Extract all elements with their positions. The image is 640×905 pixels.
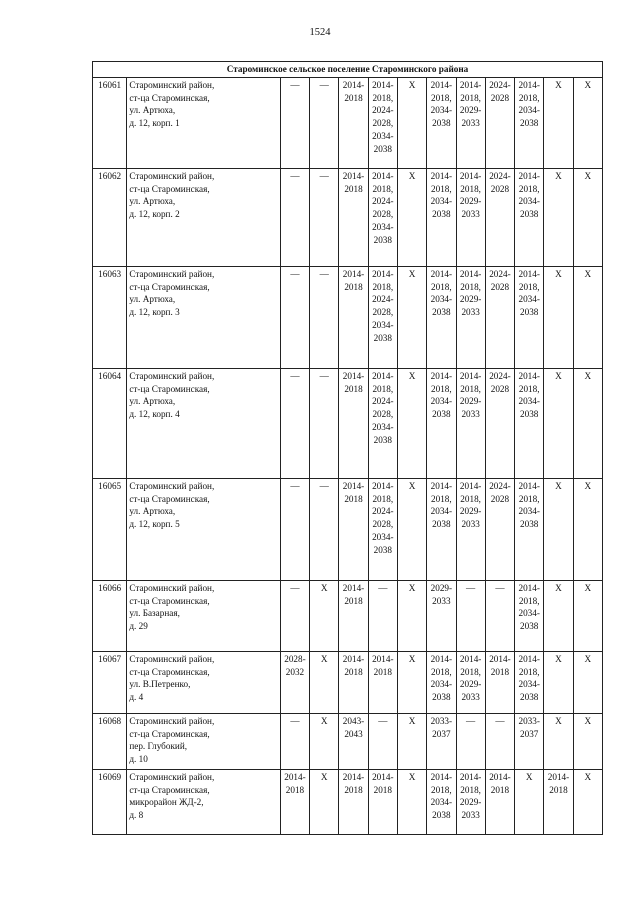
row-number: 16062: [93, 168, 127, 266]
period-cell: 2014- 2018: [485, 651, 514, 713]
address-cell: Староминский район, ст-ца Староминская, ул. В.Петренко, д. 4: [127, 651, 280, 713]
period-cell: —: [310, 266, 339, 368]
period-cell: —: [485, 713, 514, 769]
period-cell: 2014- 2018: [339, 266, 368, 368]
period-cell: 2014- 2018: [339, 368, 368, 478]
period-cell: Х: [515, 769, 544, 834]
period-cell: —: [310, 77, 339, 168]
period-cell: 2014- 2018, 2029- 2033: [456, 651, 485, 713]
address-cell: Староминский район, ст-ца Староминская, ул. Артюха, д. 12, корп. 5: [127, 478, 280, 580]
period-cell: —: [280, 77, 309, 168]
period-cell: 2043- 2043: [339, 713, 368, 769]
table-row: [93, 713, 603, 769]
period-cell: —: [456, 580, 485, 651]
address-cell: Староминский район, ст-ца Староминская, ул. Артюха, д. 12, корп. 1: [127, 77, 280, 168]
period-cell: —: [280, 266, 309, 368]
period-cell: 2014- 2018, 2034- 2038: [515, 266, 544, 368]
table-row: [93, 266, 603, 368]
period-cell: 2014- 2018: [339, 769, 368, 834]
period-cell: Х: [397, 651, 426, 713]
row-number: 16063: [93, 266, 127, 368]
period-cell: —: [280, 168, 309, 266]
period-cell: 2014- 2018: [485, 769, 514, 834]
period-cell: 2024- 2028: [485, 77, 514, 168]
period-cell: Х: [397, 368, 426, 478]
period-cell: Х: [573, 77, 602, 168]
period-cell: —: [280, 713, 309, 769]
period-cell: 2014- 2018: [280, 769, 309, 834]
period-cell: —: [280, 368, 309, 478]
period-cell: —: [456, 713, 485, 769]
row-number: 16064: [93, 368, 127, 478]
period-cell: Х: [573, 168, 602, 266]
period-cell: 2014- 2018, 2034- 2038: [427, 168, 456, 266]
period-cell: 2014- 2018, 2034- 2038: [515, 368, 544, 478]
table-row: [93, 769, 603, 834]
period-cell: 2024- 2028: [485, 168, 514, 266]
address-cell: Староминский район, ст-ца Староминская, пер. Глубокий, д. 10: [127, 713, 280, 769]
period-cell: Х: [573, 478, 602, 580]
period-cell: —: [310, 368, 339, 478]
period-cell: 2014- 2018, 2024- 2028, 2034- 2038: [368, 77, 397, 168]
table-row: [93, 77, 603, 168]
period-cell: Х: [397, 769, 426, 834]
period-cell: 2014- 2018: [339, 168, 368, 266]
period-cell: 2014- 2018, 2034- 2038: [515, 77, 544, 168]
period-cell: 2024- 2028: [485, 368, 514, 478]
period-cell: 2014- 2018, 2034- 2038: [427, 769, 456, 834]
period-cell: —: [280, 580, 309, 651]
period-cell: Х: [397, 713, 426, 769]
period-cell: 2014- 2018, 2024- 2028, 2034- 2038: [368, 368, 397, 478]
period-cell: 2014- 2018: [368, 651, 397, 713]
period-cell: 2014- 2018, 2034- 2038: [515, 478, 544, 580]
period-cell: Х: [544, 77, 573, 168]
address-cell: Староминский район, ст-ца Староминская, ул. Артюха, д. 12, корп. 3: [127, 266, 280, 368]
period-cell: —: [368, 713, 397, 769]
period-cell: 2014- 2018, 2034- 2038: [427, 77, 456, 168]
period-cell: 2014- 2018, 2029- 2033: [456, 168, 485, 266]
section-title: Староминское сельское поселение Староминского района: [93, 62, 603, 78]
period-cell: 2014- 2018, 2029- 2033: [456, 266, 485, 368]
table-row: [93, 580, 603, 651]
period-cell: Х: [573, 580, 602, 651]
period-cell: 2014- 2018, 2029- 2033: [456, 478, 485, 580]
page-number: 1524: [309, 27, 331, 38]
address-cell: Староминский район, ст-ца Староминская, микрорайон ЖД-2, д. 8: [127, 769, 280, 834]
period-cell: 2014- 2018, 2024- 2028, 2034- 2038: [368, 168, 397, 266]
address-cell: Староминский район, ст-ца Староминская, ул. Артюха, д. 12, корп. 4: [127, 368, 280, 478]
period-cell: 2014- 2018: [339, 77, 368, 168]
period-cell: Х: [310, 713, 339, 769]
period-cell: Х: [573, 713, 602, 769]
period-cell: 2014- 2018, 2034- 2038: [427, 651, 456, 713]
period-cell: 2014- 2018, 2029- 2033: [456, 368, 485, 478]
period-cell: —: [280, 478, 309, 580]
table-row: [93, 478, 603, 580]
period-cell: 2024- 2028: [485, 478, 514, 580]
period-cell: —: [485, 580, 514, 651]
period-cell: 2014- 2018: [339, 478, 368, 580]
row-number: 16067: [93, 651, 127, 713]
register-table: [92, 61, 603, 835]
period-cell: Х: [573, 266, 602, 368]
period-cell: Х: [397, 580, 426, 651]
period-cell: 2014- 2018, 2029- 2033: [456, 77, 485, 168]
period-cell: 2014- 2018: [368, 769, 397, 834]
period-cell: Х: [544, 368, 573, 478]
section-header-row: [93, 62, 603, 78]
period-cell: 2014- 2018: [339, 651, 368, 713]
period-cell: —: [310, 168, 339, 266]
table-row: [93, 368, 603, 478]
period-cell: 2014- 2018, 2024- 2028, 2034- 2038: [368, 478, 397, 580]
row-number: 16066: [93, 580, 127, 651]
period-cell: Х: [397, 77, 426, 168]
address-cell: Староминский район, ст-ца Староминская, ул. Артюха, д. 12, корп. 2: [127, 168, 280, 266]
period-cell: 2014- 2018, 2034- 2038: [427, 478, 456, 580]
period-cell: Х: [544, 478, 573, 580]
row-number: 16065: [93, 478, 127, 580]
period-cell: Х: [397, 478, 426, 580]
period-cell: 2029- 2033: [427, 580, 456, 651]
period-cell: 2014- 2018, 2034- 2038: [427, 266, 456, 368]
period-cell: 2014- 2018, 2034- 2038: [427, 368, 456, 478]
period-cell: Х: [544, 713, 573, 769]
period-cell: Х: [397, 266, 426, 368]
period-cell: Х: [310, 651, 339, 713]
row-number: 16069: [93, 769, 127, 834]
period-cell: Х: [544, 580, 573, 651]
period-cell: 2014- 2018: [544, 769, 573, 834]
period-cell: 2014- 2018, 2024- 2028, 2034- 2038: [368, 266, 397, 368]
period-cell: 2014- 2018, 2034- 2038: [515, 168, 544, 266]
period-cell: Х: [544, 651, 573, 713]
period-cell: Х: [310, 769, 339, 834]
period-cell: —: [310, 478, 339, 580]
period-cell: 2024- 2028: [485, 266, 514, 368]
period-cell: Х: [573, 651, 602, 713]
table-row: [93, 651, 603, 713]
row-number: 16061: [93, 77, 127, 168]
period-cell: —: [368, 580, 397, 651]
address-cell: Староминский район, ст-ца Староминская, ул. Базарная, д. 29: [127, 580, 280, 651]
period-cell: 2033- 2037: [515, 713, 544, 769]
period-cell: Х: [397, 168, 426, 266]
period-cell: 2014- 2018, 2034- 2038: [515, 580, 544, 651]
period-cell: Х: [573, 769, 602, 834]
period-cell: 2033- 2037: [427, 713, 456, 769]
period-cell: 2014- 2018, 2034- 2038: [515, 651, 544, 713]
period-cell: Х: [573, 368, 602, 478]
table-row: [93, 168, 603, 266]
period-cell: 2028- 2032: [280, 651, 309, 713]
row-number: 16068: [93, 713, 127, 769]
period-cell: Х: [310, 580, 339, 651]
period-cell: Х: [544, 266, 573, 368]
period-cell: 2014- 2018: [339, 580, 368, 651]
period-cell: Х: [544, 168, 573, 266]
period-cell: 2014- 2018, 2029- 2033: [456, 769, 485, 834]
